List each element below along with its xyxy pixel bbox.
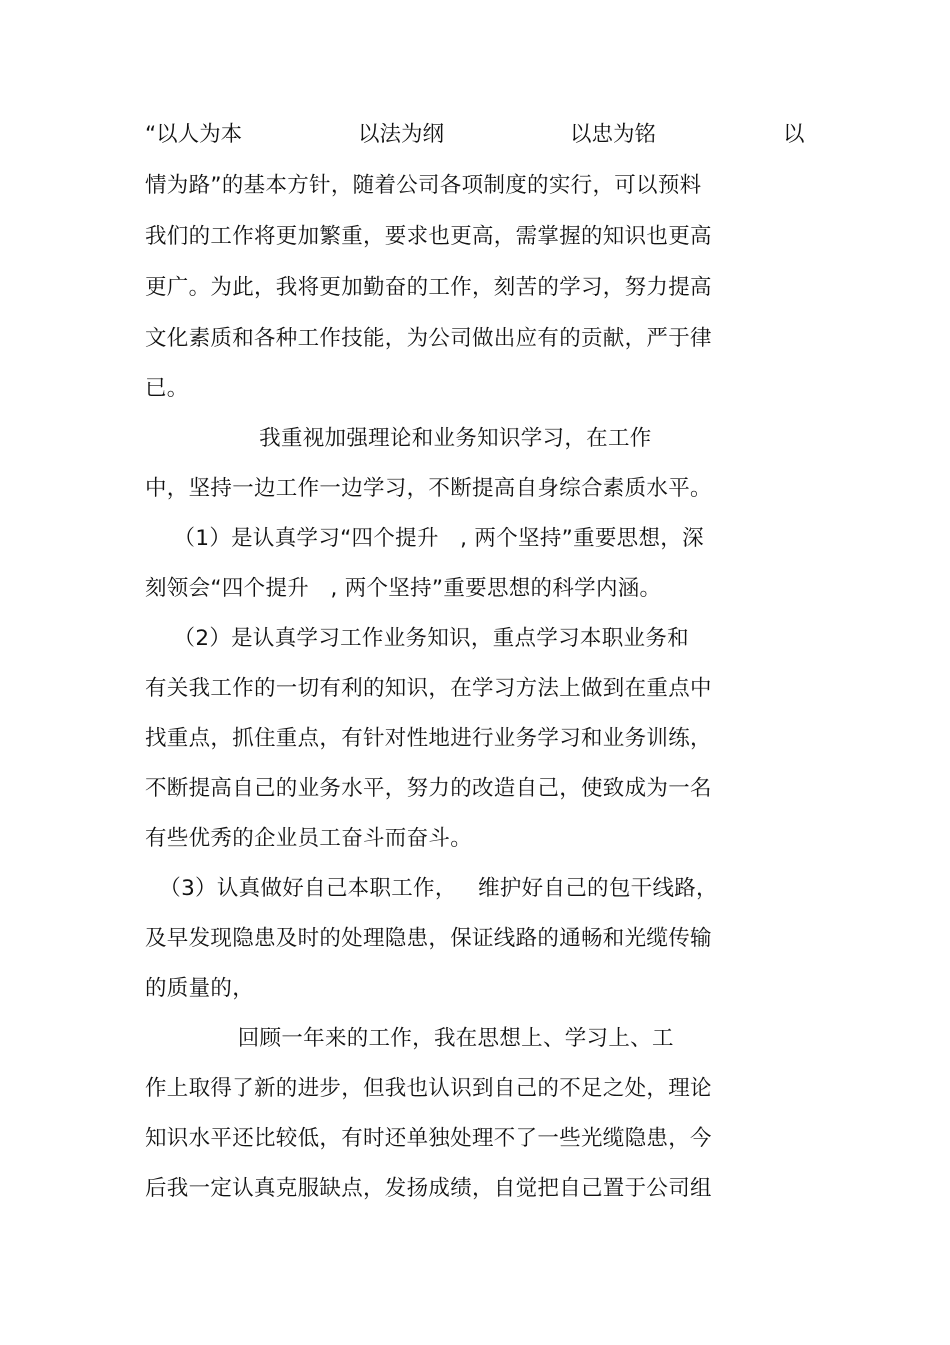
text-line: 刻领会“四个提升 , 两个坚持”重要思想的科学内涵。: [145, 576, 662, 601]
text-line: 及早发现隐患及时的处理隐患，保证线路的通畅和光缆传输: [145, 926, 712, 951]
text-line: 我们的工作将更加繁重，要求也更高，需掌握的知识也更高: [145, 224, 712, 249]
text-line: 我重视加强理论和业务知识学习，在工作: [145, 426, 652, 451]
text-line: （3）认真做好自己本职工作， 维护好自己的包干线路，: [145, 876, 718, 901]
text-line: 后我一定认真克服缺点，发扬成绩，自觉把自己置于公司组: [145, 1176, 712, 1201]
text-line: 有关我工作的一切有利的知识，在学习方法上做到在重点中: [145, 676, 712, 701]
text-line: 回顾一年来的工作，我在思想上、学习上、工: [145, 1026, 674, 1051]
text-line: （1）是认真学习“四个提升 , 两个坚持”重要思想，深: [145, 526, 704, 551]
text-line: 更广。为此，我将更加勤奋的工作，刻苦的学习，努力提高: [145, 275, 712, 300]
text-segment: 以忠为铭: [570, 122, 657, 147]
text-line: 文化素质和各种工作技能，为公司做出应有的贡献，严于律: [145, 326, 712, 351]
text-segment: “以人为本: [145, 122, 243, 147]
text-segment: 以: [783, 122, 805, 147]
text-line: 找重点，抓住重点，有针对性地进行业务学习和业务训练，: [145, 726, 712, 751]
text-line: 已。: [145, 376, 189, 401]
text-line: 作上取得了新的进步，但我也认识到自己的不足之处，理论: [145, 1076, 712, 1101]
text-line: 有些优秀的企业员工奋斗而奋斗。: [145, 826, 473, 851]
text-segment: 以法为纲: [358, 122, 445, 147]
text-line: 的质量的，: [145, 976, 255, 1001]
text-line: 中，坚持一边工作一边学习，不断提高自身综合素质水平。: [145, 476, 712, 501]
text-line: 情为路”的基本方针，随着公司各项制度的实行，可以预料: [145, 173, 702, 198]
text-line: （2）是认真学习工作业务知识，重点学习本职业务和: [145, 626, 689, 651]
text-line: 知识水平还比较低，有时还单独处理不了一些光缆隐患，今: [145, 1126, 712, 1151]
text-line: 不断提高自己的业务水平，努力的改造自己，使致成为一名: [145, 776, 712, 801]
